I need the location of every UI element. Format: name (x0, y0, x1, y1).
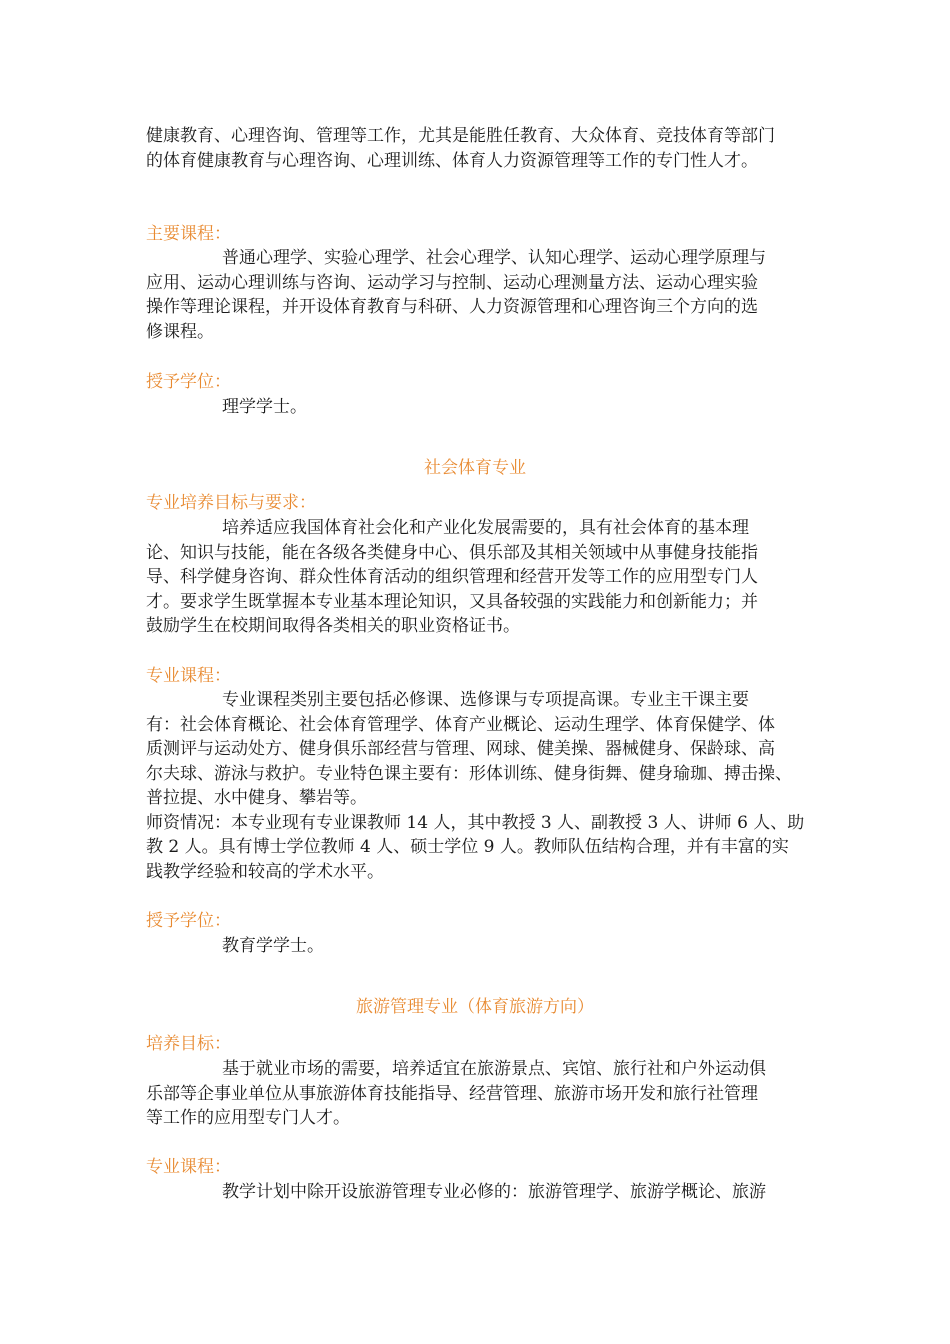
psych-courses-line: 修课程。 (146, 321, 214, 342)
social-courses-paragraph (146, 688, 826, 884)
psych-courses-line: 应用、运动心理训练与咨询、运动学习与控制、运动心理测量方法、运动心理实验 (146, 272, 758, 293)
social-courses-heading: 专业课程： (146, 666, 231, 686)
social-goal-heading: 专业培养目标与要求： (146, 493, 316, 513)
tourism-courses-line: 教学计划中除开设旅游管理专业必修的：旅游管理学、旅游学概论、旅游 (222, 1182, 766, 1202)
social-goal-paragraph (146, 516, 826, 639)
social-section-title: 社会体育专业 (424, 458, 526, 478)
social-courses-line: 尔夫球、游泳与救护。专业特色课主要有：形体训练、健身街舞、健身瑜珈、搏击操、 (146, 763, 792, 784)
tourism-courses-paragraph (146, 1180, 826, 1205)
tourism-goal-line: 基于就业市场的需要，培养适宜在旅游景点、宾馆、旅行社和户外运动俱 (222, 1059, 766, 1079)
intro-line: 的体育健康教育与心理咨询、心理训练、体育人力资源管理等工作的专门性人才。 (146, 150, 758, 171)
tourism-section-title: 旅游管理专业（体育旅游方向） (356, 997, 594, 1017)
intro-line: 健康教育、心理咨询、管理等工作，尤其是能胜任教育、大众体育、竞技体育等部门 (146, 126, 775, 146)
tourism-goal-line: 等工作的应用型专门人才。 (146, 1108, 350, 1128)
psych-courses-heading: 主要课程： (146, 224, 231, 244)
social-courses-line: 有：社会体育概论、社会体育管理学、体育产业概论、运动生理学、体育保健学、体 (146, 714, 775, 735)
social-goal-line: 才。要求学生既掌握本专业基本理论知识，又具备较强的实践能力和创新能力；并 (146, 591, 758, 612)
social-faculty-line: 教 2 人。具有博士学位教师 4 人、硕士学位 9 人。教师队伍结构合理，并有丰富的实 (146, 837, 789, 857)
social-courses-line: 质测评与运动处方、健身俱乐部经营与管理、网球、健美操、器械健身、保龄球、高 (146, 739, 775, 759)
psych-degree-paragraph (146, 395, 826, 420)
social-courses-line: 普拉提、水中健身、攀岩等。 (146, 788, 367, 808)
social-degree-paragraph (146, 934, 826, 959)
tourism-courses-heading: 专业课程： (146, 1157, 231, 1177)
psych-courses-line: 普通心理学、实验心理学、社会心理学、认知心理学、运动心理学原理与 (222, 248, 766, 268)
social-degree-text: 教育学学士。 (222, 936, 324, 956)
social-goal-line: 导、科学健身咨询、群众性体育活动的组织管理和经营开发等工作的应用型专门人 (146, 567, 758, 587)
social-goal-line: 论、知识与技能，能在各级各类健身中心、俱乐部及其相关领域中从事健身技能指 (146, 542, 758, 563)
tourism-goal-heading: 培养目标： (146, 1034, 231, 1054)
tourism-goal-paragraph (146, 1057, 826, 1131)
tourism-goal-line: 乐部等企事业单位从事旅游体育技能指导、经营管理、旅游市场开发和旅行社管理 (146, 1083, 758, 1104)
social-courses-line: 专业课程类别主要包括必修课、选修课与专项提高课。专业主干课主要 (222, 690, 749, 710)
psych-degree-text: 理学学士。 (222, 397, 307, 417)
psych-courses-paragraph (146, 246, 826, 344)
intro-paragraph (146, 124, 826, 173)
social-goal-line: 培养适应我国体育社会化和产业化发展需要的，具有社会体育的基本理 (222, 518, 749, 538)
social-faculty-line: 践教学经验和较高的学术水平。 (146, 861, 384, 882)
psych-degree-heading: 授予学位： (146, 372, 231, 392)
social-degree-heading: 授予学位： (146, 911, 231, 931)
social-faculty-line: 师资情况：本专业现有专业课教师 14 人，其中教授 3 人、副教授 3 人、讲师 6 人、助 (146, 812, 805, 833)
psych-courses-line: 操作等理论课程，并开设体育教育与科研、人力资源管理和心理咨询三个方向的选 (146, 297, 758, 317)
social-goal-line: 鼓励学生在校期间取得各类相关的职业资格证书。 (146, 616, 520, 636)
